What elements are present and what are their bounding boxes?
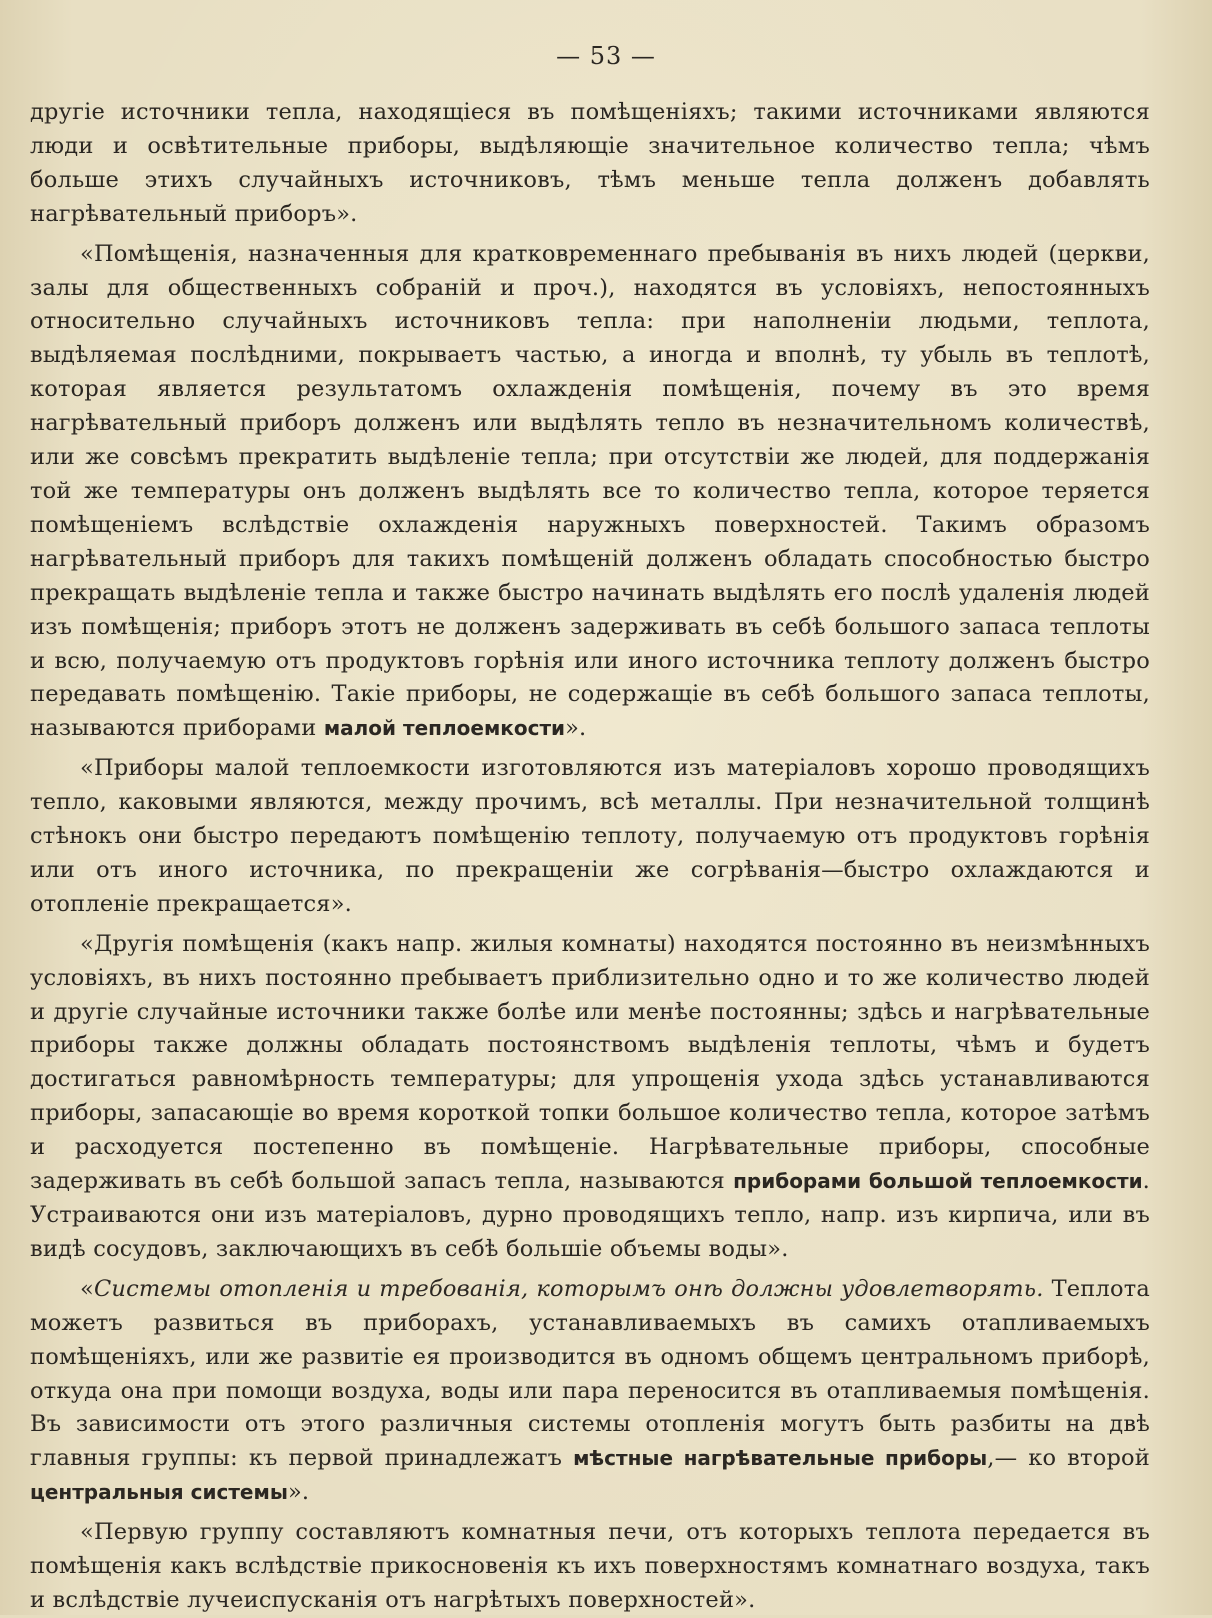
paragraph-high-heat-capacity xyxy=(30,928,1150,1267)
paragraph-text: «Первую группу составляютъ комнатныя печи, отъ которыхъ теплота передается въ помѣщенія какъ вслѣдствіе прикосновенія къ ихъ поверхностямъ комнатнаго воздуха, такъ и вслѣдствіе лучеиспусканія отъ нагрѣтыхъ поверхностей». xyxy=(30,1519,1150,1613)
paragraph-low-heat-capacity-rooms xyxy=(30,238,1150,747)
bold-term-high-heat-capacity: приборами большой теплоемкости xyxy=(733,1169,1143,1194)
page-number: — 53 — xyxy=(556,42,656,70)
paragraph-end: . Устраиваются они изъ матеріаловъ, дурно проводящихъ тепло, напр. изъ кирпича, или въ видѣ сосудовъ, заключающихъ въ себѣ большіе объемы воды». xyxy=(30,1168,1150,1262)
bold-term-local-heaters: мѣстные нагрѣвательные приборы xyxy=(573,1446,988,1471)
italic-section-heading: Системы отопленія и требованія, которымъ онѣ должны удовлетворять. xyxy=(93,1275,1044,1302)
paragraph-text: «Помѣщенія, назначенныя для кратковременнаго пребыванія въ нихъ людей (церкви, залы для общественныхъ собраній и проч.), находятся въ условіяхъ, непостоянныхъ относительно случайныхъ источниковъ тепла: при наполненіи людьми, теплота, выдѣляемая послѣдними, покрываетъ частью, а иногда и вполнѣ, ту убыль въ теплотѣ, которая является результатомъ охлажденія помѣщенія, почему въ это время нагрѣвательный приборъ долженъ или выдѣлять тепло въ незначительномъ количествѣ, или же совсѣмъ прекратить выдѣленіе тепла; при отсутствіи же людей, для поддержанія той же температуры онъ долженъ выдѣлять все то количество тепла, которое теряется помѣщеніемъ вслѣдствіе охлажденія наружныхъ поверхностей. Такимъ образомъ нагрѣвательный приборъ для такихъ помѣщеній долженъ обладать способностью быстро прекращать выдѣленіе тепла и также быстро начинать выдѣлять его послѣ удаленія людей изъ помѣщенія; приборъ этотъ не долженъ задерживать въ себѣ большого запаса теплоты и всю, получаемую отъ продуктовъ горѣнія или иного источника теплоту долженъ быстро передавать помѣщенію. Такіе приборы, не содержащіе въ себѣ большого запаса теплоты, называются приборами xyxy=(30,240,1150,742)
paragraph-heating-systems xyxy=(30,1273,1150,1510)
paragraph-continuation xyxy=(30,96,1150,232)
page-body xyxy=(30,96,1150,1618)
paragraph-low-heat-capacity-materials xyxy=(30,752,1150,922)
opening-quote: « xyxy=(80,1275,94,1302)
paragraph-text: «Другія помѣщенія (какъ напр. жилыя комнаты) находятся постоянно въ неизмѣнныхъ условіяхъ, въ нихъ постоянно пребываетъ приблизительно одно и то же количество людей и другіе случайные источники также болѣе или менѣе постоянны; здѣсь и нагрѣвательные приборы также должны обладать постоянствомъ выдѣленія теплоты, чѣмъ и будетъ достигаться равномѣрность температуры; для упрощенія ухода здѣсь устанавливаются приборы, запасающіе во время короткой топки большое количество тепла, которое затѣмъ и расходуется постепенно въ помѣщеніе. Нагрѣвательные приборы, способные задерживать въ себѣ большой запасъ тепла, называются xyxy=(30,930,1150,1195)
paragraph-text-mid: ,— ко второй xyxy=(987,1445,1150,1472)
bold-term-low-heat-capacity: малой теплоемкости xyxy=(323,716,566,741)
paragraph-end: ». xyxy=(565,715,587,742)
paragraph-text: другіе источники тепла, находящіеся въ помѣщеніяхъ; такими источниками являются люди и освѣтительные приборы, выдѣляющіе значительное количество тепла; чѣмъ больше этихъ случайныхъ источниковъ, тѣмъ меньше тепла долженъ добавлять нагрѣвательный приборъ». xyxy=(30,99,1150,227)
bold-term-central-systems: центральныя системы xyxy=(30,1480,288,1505)
paragraph-room-stoves xyxy=(30,1516,1150,1618)
paragraph-end: ». xyxy=(287,1479,310,1506)
paragraph-text: Теплота можетъ развиться въ приборахъ, устанавливаемыхъ въ самихъ отапливаемыхъ помѣщеніяхъ, или же развитіе ея производится въ одномъ общемъ центральномъ приборѣ, откуда она при помощи воздуха, воды или пара переносится въ отапливаемыя помѣщенія. Въ зависимости отъ этого различныя системы отопленія могутъ быть разбиты на двѣ главныя группы: къ первой принадлежатъ xyxy=(30,1275,1150,1472)
paragraph-text: «Приборы малой теплоемкости изготовляются изъ матеріаловъ хорошо проводящихъ тепло, каковыми являются, между прочимъ, всѣ металлы. При незначительной толщинѣ стѣнокъ они быстро передаютъ помѣщенію теплоту, получаемую отъ продуктовъ горѣнія или отъ иного источника, по прекращеніи же согрѣванія—быстро охлаждаются и отопленіе прекращается». xyxy=(30,755,1150,917)
